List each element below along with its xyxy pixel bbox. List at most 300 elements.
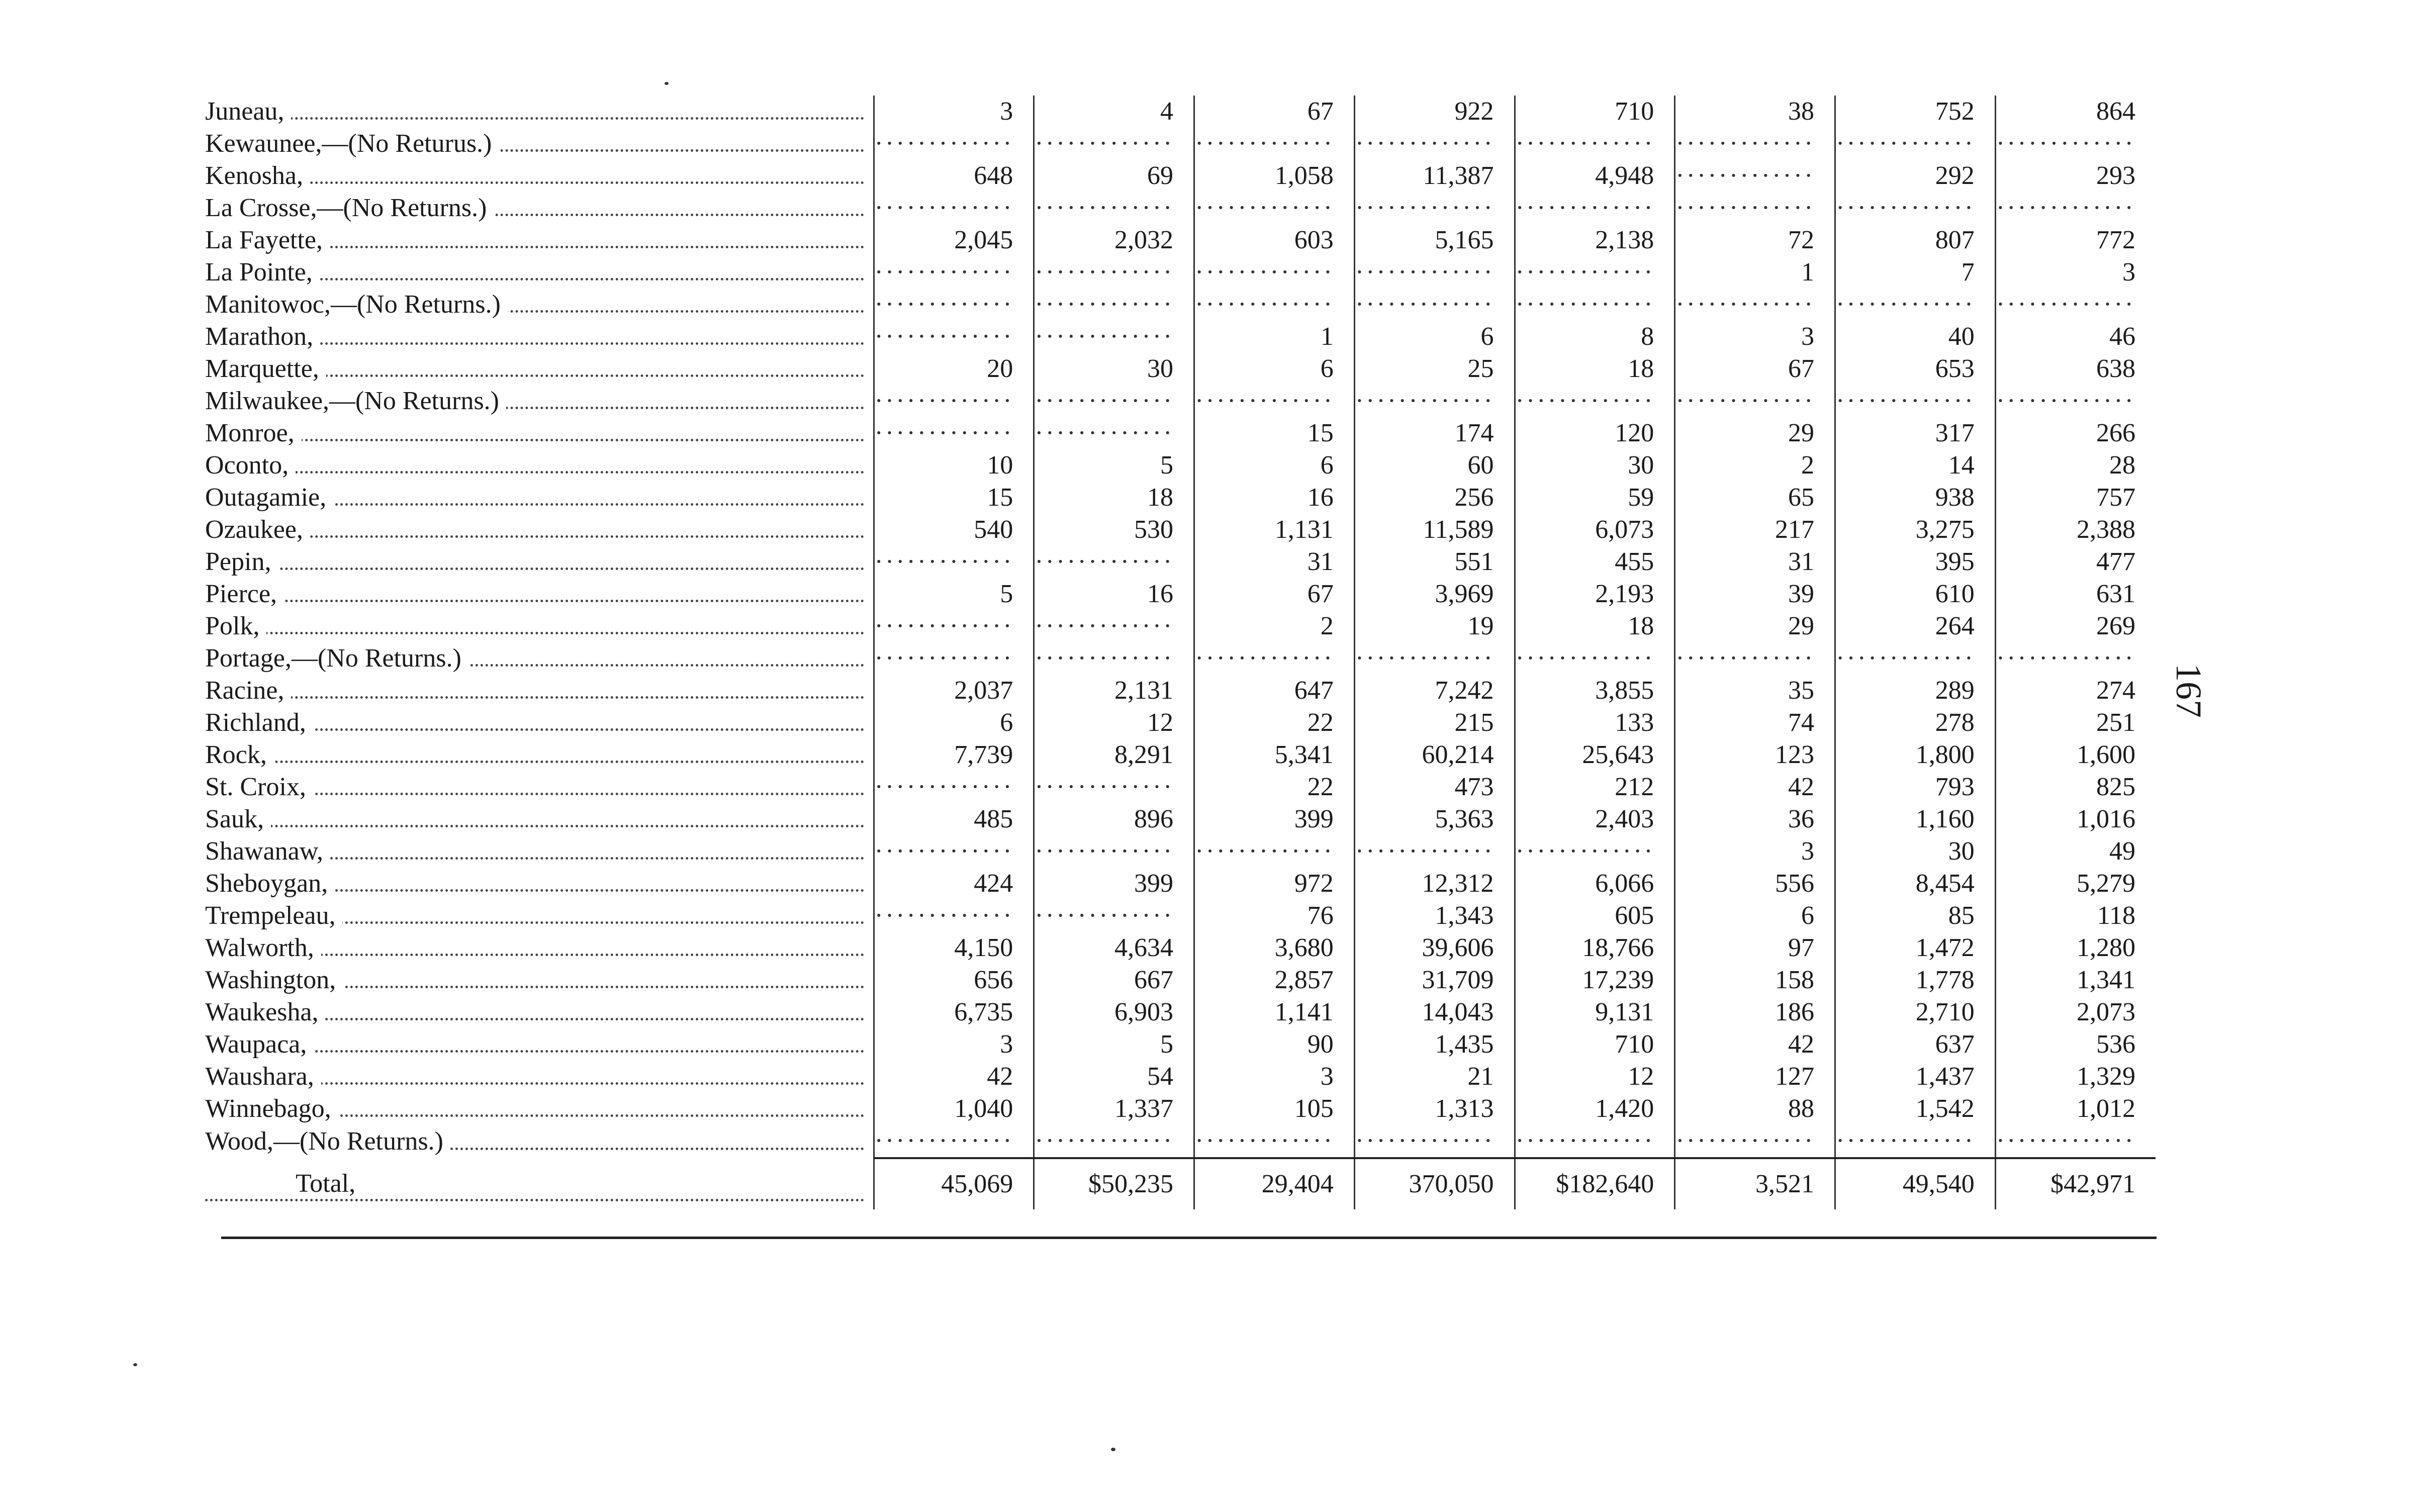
county-name: St. Croix, — [205, 773, 313, 801]
value-cell: 49 — [1995, 835, 2156, 868]
value-cell — [874, 610, 1034, 642]
value-cell: 922 — [1354, 96, 1515, 128]
value-cell: 1,313 — [1354, 1093, 1515, 1125]
value-cell — [1034, 128, 1194, 160]
county-name-cell — [205, 417, 874, 449]
county-name-cell — [205, 224, 874, 256]
table-row — [205, 224, 2156, 256]
value-cell: 88 — [1675, 1093, 1835, 1125]
value-cell: 90 — [1194, 1028, 1355, 1061]
county-name-cell — [205, 321, 874, 353]
county-name-cell — [205, 1093, 874, 1125]
value-cell: 631 — [1995, 578, 2156, 610]
value-cell: 22 — [1194, 707, 1355, 739]
value-cell: 20 — [874, 353, 1034, 385]
value-cell — [874, 900, 1034, 932]
value-cell: 69 — [1034, 160, 1194, 192]
county-name-cell — [205, 835, 874, 868]
value-cell: 269 — [1995, 610, 2156, 642]
value-cell: 19 — [1354, 610, 1515, 642]
county-name: Portage,—(No Returns.) — [205, 644, 469, 673]
dot-leader — [205, 600, 864, 602]
value-cell: 8,454 — [1835, 868, 1996, 900]
value-cell — [1034, 1125, 1194, 1158]
total-value-cell: $50,235 — [1034, 1158, 1194, 1209]
county-name-cell — [205, 771, 874, 803]
value-cell — [1675, 642, 1835, 675]
value-cell: 39,606 — [1354, 932, 1515, 964]
value-cell: 6,735 — [874, 996, 1034, 1028]
county-name: Sauk, — [205, 805, 271, 833]
value-cell: 3,855 — [1515, 675, 1675, 707]
value-cell: 15 — [1194, 417, 1355, 449]
value-cell: 42 — [1675, 771, 1835, 803]
value-cell: 864 — [1995, 96, 2156, 128]
county-name-cell — [205, 610, 874, 642]
county-name: Marquette, — [205, 354, 326, 383]
value-cell — [1835, 289, 1996, 321]
value-cell — [1194, 289, 1355, 321]
table-row — [205, 578, 2156, 610]
total-label-cell — [205, 1158, 874, 1209]
table-row — [205, 771, 2156, 803]
dot-leader — [205, 696, 864, 699]
value-cell — [1194, 192, 1355, 224]
value-cell: 536 — [1995, 1028, 2156, 1061]
value-cell — [1995, 1125, 2156, 1158]
dot-leader — [205, 117, 864, 120]
value-cell — [1034, 610, 1194, 642]
county-name-cell — [205, 996, 874, 1028]
dot-leader — [205, 632, 864, 634]
value-cell: 2 — [1675, 449, 1835, 482]
county-name: Kenosha, — [205, 161, 310, 190]
dot-leader — [205, 825, 864, 827]
value-cell: 2 — [1194, 610, 1355, 642]
value-cell — [1194, 256, 1355, 289]
value-cell: 123 — [1675, 739, 1835, 771]
ink-speck — [133, 1363, 137, 1366]
value-cell: 74 — [1675, 707, 1835, 739]
value-cell: 46 — [1995, 321, 2156, 353]
value-cell: 647 — [1194, 675, 1355, 707]
value-cell: 60 — [1354, 449, 1515, 482]
value-cell — [1675, 1125, 1835, 1158]
county-name: Rock, — [205, 740, 274, 769]
county-name-cell — [205, 739, 874, 771]
value-cell: 31,709 — [1354, 964, 1515, 996]
value-cell: 25,643 — [1515, 739, 1675, 771]
page-number: 167 — [2169, 664, 2209, 718]
county-name-cell — [205, 803, 874, 835]
value-cell: 12 — [1034, 707, 1194, 739]
county-name-cell — [205, 192, 874, 224]
value-cell: 266 — [1995, 417, 2156, 449]
value-cell — [1515, 835, 1675, 868]
value-cell: 274 — [1995, 675, 2156, 707]
value-cell: 972 — [1194, 868, 1355, 900]
value-cell: 6,066 — [1515, 868, 1675, 900]
county-name: Winnebago, — [205, 1094, 338, 1123]
value-cell — [1354, 385, 1515, 417]
value-cell: 9,131 — [1515, 996, 1675, 1028]
value-cell — [1034, 417, 1194, 449]
county-statistics-table — [205, 96, 2156, 1209]
county-name: Outagamie, — [205, 483, 333, 512]
dot-leader — [205, 568, 864, 570]
value-cell: 1 — [1675, 256, 1835, 289]
value-cell — [1354, 256, 1515, 289]
total-row — [205, 1158, 2156, 1209]
value-cell: 2,138 — [1515, 224, 1675, 256]
county-name: Racine, — [205, 676, 291, 705]
value-cell: 18 — [1034, 482, 1194, 514]
value-cell — [1835, 192, 1996, 224]
value-cell: 1,778 — [1835, 964, 1996, 996]
value-cell: 1,141 — [1194, 996, 1355, 1028]
table-row — [205, 482, 2156, 514]
value-cell: 1 — [1194, 321, 1355, 353]
county-name-cell — [205, 707, 874, 739]
ink-speck — [665, 82, 669, 85]
value-cell: 76 — [1194, 900, 1355, 932]
value-cell: 638 — [1995, 353, 2156, 385]
value-cell: 12 — [1515, 1061, 1675, 1093]
value-cell: 1,800 — [1835, 739, 1996, 771]
value-cell: 1,280 — [1995, 932, 2156, 964]
county-name: Polk, — [205, 612, 266, 640]
value-cell: 127 — [1675, 1061, 1835, 1093]
value-cell — [1034, 835, 1194, 868]
table-row — [205, 1093, 2156, 1125]
county-name-cell — [205, 160, 874, 192]
value-cell: 7,739 — [874, 739, 1034, 771]
value-cell — [874, 546, 1034, 578]
value-cell — [874, 771, 1034, 803]
value-cell: 637 — [1835, 1028, 1996, 1061]
value-cell: 35 — [1675, 675, 1835, 707]
county-name: Monroe, — [205, 419, 302, 447]
county-name: La Pointe, — [205, 258, 320, 287]
value-cell: 10 — [874, 449, 1034, 482]
value-cell: 477 — [1995, 546, 2156, 578]
value-cell — [1194, 642, 1355, 675]
value-cell: 174 — [1354, 417, 1515, 449]
county-name: Waushara, — [205, 1062, 321, 1091]
county-name-cell — [205, 1125, 874, 1158]
statistics-table-wrap — [205, 96, 2156, 1209]
value-cell: 85 — [1835, 900, 1996, 932]
value-cell: 653 — [1835, 353, 1996, 385]
table-row — [205, 160, 2156, 192]
county-name-cell — [205, 289, 874, 321]
value-cell: 60,214 — [1354, 739, 1515, 771]
value-cell: 1,337 — [1034, 1093, 1194, 1125]
table-row — [205, 996, 2156, 1028]
value-cell: 395 — [1835, 546, 1996, 578]
value-cell: 11,589 — [1354, 514, 1515, 546]
table-row — [205, 964, 2156, 996]
table-row — [205, 385, 2156, 417]
table-row — [205, 739, 2156, 771]
total-value-cell: 3,521 — [1675, 1158, 1835, 1209]
value-cell: 1,435 — [1354, 1028, 1515, 1061]
total-value-cell: 49,540 — [1835, 1158, 1996, 1209]
value-cell: 1,343 — [1354, 900, 1515, 932]
table-row — [205, 256, 2156, 289]
value-cell: 807 — [1835, 224, 1996, 256]
county-name-cell — [205, 385, 874, 417]
table-row — [205, 1125, 2156, 1158]
value-cell — [1835, 1125, 1996, 1158]
county-name: Trempeleau, — [205, 901, 342, 930]
value-cell: 825 — [1995, 771, 2156, 803]
value-cell: 186 — [1675, 996, 1835, 1028]
table-row — [205, 546, 2156, 578]
value-cell — [1515, 642, 1675, 675]
value-cell: 3 — [1675, 835, 1835, 868]
county-name-cell — [205, 642, 874, 675]
value-cell — [1034, 642, 1194, 675]
value-cell: 2,131 — [1034, 675, 1194, 707]
value-cell: 1,472 — [1835, 932, 1996, 964]
value-cell: 4,634 — [1034, 932, 1194, 964]
value-cell — [1354, 642, 1515, 675]
county-name-cell — [205, 964, 874, 996]
value-cell — [1034, 321, 1194, 353]
value-cell — [1515, 289, 1675, 321]
table-row — [205, 192, 2156, 224]
value-cell: 18 — [1515, 353, 1675, 385]
value-cell — [1995, 642, 2156, 675]
county-name: Wood,—(No Returns.) — [205, 1127, 450, 1156]
county-name: Pepin, — [205, 547, 278, 576]
value-cell: 42 — [874, 1061, 1034, 1093]
value-cell: 8,291 — [1034, 739, 1194, 771]
value-cell: 14 — [1835, 449, 1996, 482]
county-name-cell — [205, 1061, 874, 1093]
value-cell: 6 — [1194, 353, 1355, 385]
value-cell: 710 — [1515, 96, 1675, 128]
value-cell: 656 — [874, 964, 1034, 996]
value-cell: 530 — [1034, 514, 1194, 546]
county-name: Ozaukee, — [205, 515, 310, 544]
table-row — [205, 835, 2156, 868]
table-row — [205, 353, 2156, 385]
value-cell: 5 — [874, 578, 1034, 610]
value-cell: 603 — [1194, 224, 1355, 256]
county-name: Washington, — [205, 966, 343, 994]
value-cell: 59 — [1515, 482, 1675, 514]
value-cell: 30 — [1515, 449, 1675, 482]
value-cell — [1194, 128, 1355, 160]
value-cell: 133 — [1515, 707, 1675, 739]
value-cell — [1835, 385, 1996, 417]
value-cell: 938 — [1835, 482, 1996, 514]
table-row — [205, 707, 2156, 739]
value-cell: 1,542 — [1835, 1093, 1996, 1125]
table-row — [205, 642, 2156, 675]
value-cell: 38 — [1675, 96, 1835, 128]
value-cell: 25 — [1354, 353, 1515, 385]
value-cell: 757 — [1995, 482, 2156, 514]
table-row — [205, 932, 2156, 964]
county-name: Kewaunee,—(No Returus.) — [205, 129, 499, 158]
value-cell — [874, 1125, 1034, 1158]
value-cell: 12,312 — [1354, 868, 1515, 900]
value-cell: 29 — [1675, 610, 1835, 642]
value-cell — [1194, 835, 1355, 868]
county-name-cell — [205, 353, 874, 385]
value-cell: 2,403 — [1515, 803, 1675, 835]
value-cell: 2,037 — [874, 675, 1034, 707]
value-cell: 752 — [1835, 96, 1996, 128]
table-row — [205, 514, 2156, 546]
county-name: La Crosse,—(No Returns.) — [205, 194, 494, 222]
value-cell: 6,903 — [1034, 996, 1194, 1028]
value-cell: 540 — [874, 514, 1034, 546]
value-cell — [874, 192, 1034, 224]
value-cell — [1675, 385, 1835, 417]
value-cell — [1354, 835, 1515, 868]
value-cell: 67 — [1194, 96, 1355, 128]
value-cell — [1515, 256, 1675, 289]
value-cell: 65 — [1675, 482, 1835, 514]
county-name: Juneau, — [205, 97, 291, 126]
value-cell — [1675, 289, 1835, 321]
value-cell — [1034, 385, 1194, 417]
value-cell: 212 — [1515, 771, 1675, 803]
value-cell: 4,948 — [1515, 160, 1675, 192]
value-cell: 17,239 — [1515, 964, 1675, 996]
value-cell: 31 — [1675, 546, 1835, 578]
value-cell — [1995, 192, 2156, 224]
value-cell: 5 — [1034, 449, 1194, 482]
value-cell: 1,160 — [1835, 803, 1996, 835]
value-cell: 118 — [1995, 900, 2156, 932]
value-cell: 1,016 — [1995, 803, 2156, 835]
table-row — [205, 610, 2156, 642]
value-cell: 29 — [1675, 417, 1835, 449]
value-cell: 18 — [1515, 610, 1675, 642]
value-cell: 896 — [1034, 803, 1194, 835]
value-cell: 3,680 — [1194, 932, 1355, 964]
value-cell: 399 — [1034, 868, 1194, 900]
value-cell: 2,073 — [1995, 996, 2156, 1028]
value-cell: 1,600 — [1995, 739, 2156, 771]
value-cell: 2,045 — [874, 224, 1034, 256]
value-cell — [1354, 128, 1515, 160]
value-cell: 2,193 — [1515, 578, 1675, 610]
value-cell — [1194, 1125, 1355, 1158]
value-cell: 21 — [1354, 1061, 1515, 1093]
value-cell: 251 — [1995, 707, 2156, 739]
county-name: Shawanaw, — [205, 837, 330, 866]
value-cell — [1034, 192, 1194, 224]
value-cell: 2,857 — [1194, 964, 1355, 996]
value-cell: 6,073 — [1515, 514, 1675, 546]
value-cell — [1034, 546, 1194, 578]
value-cell: 42 — [1675, 1028, 1835, 1061]
value-cell: 67 — [1675, 353, 1835, 385]
value-cell: 473 — [1354, 771, 1515, 803]
county-name: Sheboygan, — [205, 869, 335, 898]
table-row — [205, 96, 2156, 128]
dot-leader — [205, 761, 864, 763]
table-row — [205, 1061, 2156, 1093]
value-cell: 6 — [1194, 449, 1355, 482]
value-cell: 105 — [1194, 1093, 1355, 1125]
county-name-cell — [205, 868, 874, 900]
value-cell: 4 — [1034, 96, 1194, 128]
value-cell: 30 — [1835, 835, 1996, 868]
total-label: Total, — [205, 1169, 362, 1198]
total-value-cell: 45,069 — [874, 1158, 1034, 1209]
value-cell: 15 — [874, 482, 1034, 514]
total-value-cell: $182,640 — [1515, 1158, 1675, 1209]
bottom-rule — [221, 1237, 2157, 1239]
value-cell: 2,388 — [1995, 514, 2156, 546]
table-row — [205, 449, 2156, 482]
value-cell: 424 — [874, 868, 1034, 900]
value-cell — [1034, 256, 1194, 289]
value-cell: 72 — [1675, 224, 1835, 256]
dot-leader — [205, 1199, 864, 1201]
table-row — [205, 128, 2156, 160]
value-cell: 3 — [1675, 321, 1835, 353]
county-name: Walworth, — [205, 933, 321, 962]
value-cell: 40 — [1835, 321, 1996, 353]
value-cell: 2,710 — [1835, 996, 1996, 1028]
county-name-cell — [205, 449, 874, 482]
value-cell: 5,363 — [1354, 803, 1515, 835]
table-row — [205, 868, 2156, 900]
table-row — [205, 321, 2156, 353]
value-cell: 215 — [1354, 707, 1515, 739]
county-name: Oconto, — [205, 451, 296, 480]
county-name-cell — [205, 514, 874, 546]
value-cell: 1,012 — [1995, 1093, 2156, 1125]
value-cell: 54 — [1034, 1061, 1194, 1093]
value-cell — [874, 128, 1034, 160]
county-name-cell — [205, 96, 874, 128]
value-cell: 3,969 — [1354, 578, 1515, 610]
value-cell — [1675, 160, 1835, 192]
value-cell — [1354, 289, 1515, 321]
value-cell: 610 — [1835, 578, 1996, 610]
value-cell: 3 — [1194, 1061, 1355, 1093]
value-cell — [874, 417, 1034, 449]
value-cell — [1995, 289, 2156, 321]
county-name-cell — [205, 482, 874, 514]
value-cell: 399 — [1194, 803, 1355, 835]
value-cell — [1995, 385, 2156, 417]
value-cell — [874, 289, 1034, 321]
value-cell: 16 — [1034, 578, 1194, 610]
ink-speck — [1111, 1448, 1115, 1451]
county-name-cell — [205, 932, 874, 964]
county-name: La Fayette, — [205, 226, 330, 254]
value-cell — [1515, 1125, 1675, 1158]
value-cell — [874, 256, 1034, 289]
value-cell: 317 — [1835, 417, 1996, 449]
value-cell: 1,040 — [874, 1093, 1034, 1125]
value-cell: 293 — [1995, 160, 2156, 192]
value-cell: 1,329 — [1995, 1061, 2156, 1093]
value-cell: 455 — [1515, 546, 1675, 578]
value-cell: 31 — [1194, 546, 1355, 578]
value-cell: 292 — [1835, 160, 1996, 192]
